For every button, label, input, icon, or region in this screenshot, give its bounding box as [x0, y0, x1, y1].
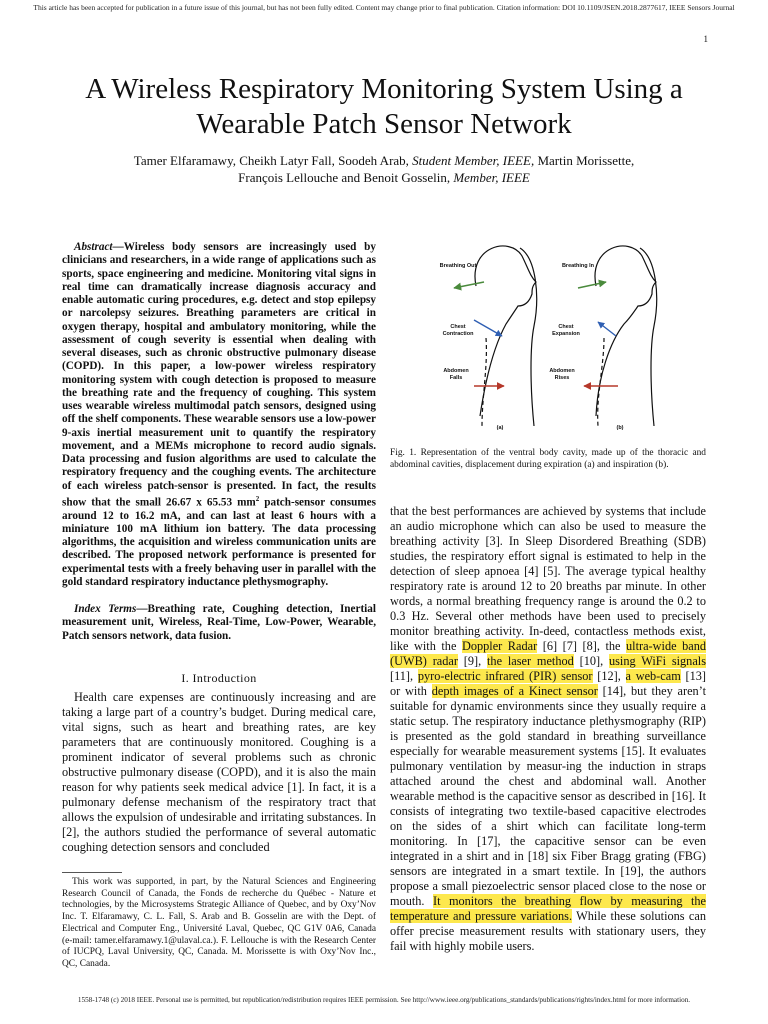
figure-1-diagram [390, 236, 706, 436]
label-chest-b-2: Expansion [552, 331, 580, 337]
intro-text: Health care expenses are continuously increasing and are taking a large part of a country’s budget. During medical care, vital signs, such as heart and breathing rates, are key parameters that are continuously monitored. Coughing is a prominent indicator of several problems such as chronic obstructive pulmonary disease (COPD), and it is also the main reason for why patients seek medical advice [1]. In fact, it is a pulmonary defense mechanism of the respiratory tract that allows the expulsion of undesirable and irritating substances. In [2], the authors studied the performance of several automatic coughing detection sensors and concluded [62, 690, 376, 854]
label-sub-a: (a) [496, 425, 504, 431]
label-chest-b-1: Chest [558, 324, 574, 330]
authors-role-2: Member, IEEE [453, 170, 530, 185]
label-chest-a-1: Chest [450, 324, 466, 330]
page-number: 1 [703, 34, 708, 44]
label-abdomen-b-1: Abdomen [549, 368, 575, 374]
label-breathing-out: Breathing Out [439, 263, 477, 269]
highlight-wifi: using WiFi signals [608, 654, 706, 668]
label-abdomen-a-1: Abdomen [443, 368, 469, 374]
right-column-text [390, 504, 706, 954]
silhouette-b-back [640, 248, 657, 426]
index-terms-text: —Breathing rate, Coughing detection, Inertial measurement unit, Wireless, Real-Time, Low-Power, Wearable, Patch sensors network, data fusion. [62, 603, 376, 642]
silhouette-a-back [520, 248, 537, 426]
rt-p4: [10], [573, 654, 609, 668]
highlight-webcam: a web-cam [625, 669, 681, 683]
label-sub-b: (b) [616, 425, 624, 431]
chest-contraction-arrow [474, 320, 502, 336]
footnote-rule [62, 872, 122, 873]
rt-p9: While these solutions can offer precise measurement results with stationary users, they fail with highly mobile users. [390, 909, 706, 953]
footnote: This work was supported, in part, by the Natural Sciences and Engineering Research Council of Canada, the Fonds de recherche du Québec - Nature et technologies, by the Microsystems Strategic Alliance of Quebec, and by Oxy’Nov Inc. T. Elfaramawy, C. L. Fall, S. Arab and B. Gosselin are with the Dept. of Electrical and Computer Eng., Université Laval, Quebec, QC G1V 0A6, Canada (e-mail: tamer.elfaramawy.1@ulaval.ca.). F. Lellouche is with the Research Center of IUCPQ, Laval University, QC, Canada. M. Morissette is with Oxy’Nov Inc., QC, Canada. [62, 877, 376, 969]
section-heading: I. Introduction [181, 671, 257, 685]
rt-p8: [14], but they aren’t suitable for dynamic environments since they usually require a static setup. The respiratory inductance plethysmography (RIP) is presented as the gold standard in breathing surveillance especially for wearable measurement systems [15]. It evaluates pulmonary ventilation by measur-ing the induction in straps attached around the chest and abdominal wall. Another wearable method is the capacitive sensor as described in [16]. It consists of integrating two textile-based capacitive electrodes on the sides of a shirt which can facilitate long-term monitoring. In [17], the capacitive sensor can be even integrated in a shirt and in [18] six Fiber Bragg grating (FBG) sensors are integrated in a smart textile. In [19], the authors propose a small piezoelectric sensor placed close to the nose or mouth. [390, 684, 706, 908]
abstract-text-2: patch-sensor consumes around 12 to 16.2 mA, and can last at least 6 hours with a miniature 100 mA lithium ion battery. The data processing algorithms, the acquisition and wireless communication units are described. The proposed network performance is presented for experimental tests with a freely behaving user in parallel with the gold standard respiratory inductance plethysmography. [62, 496, 376, 588]
index-terms [62, 603, 376, 643]
authors-line-1: Tamer Elfaramawy, Cheikh Latyr Fall, Soodeh Arab, [133, 153, 409, 168]
rt-p7: [13] or with [390, 669, 706, 698]
journal-notice: This article has been accepted for publication in a future issue of this journal, but has not been fully edited. Content may change prior to final publication. Citation information: DOI 10.1109/JSEN.2018.2877617, IEEE Sensors Journal [33, 3, 735, 12]
abstract-text: —Wireless body sensors are increasingly used by clinicians and researchers, in a wide range of applications such as sports, space engineering and medicine. Monitoring vital signs in real time can dramatically increase diagnosis accuracy and enable automatic curing procedures, e.g. detect and stop epilepsy or narcolepsy seizures. Breathing parameters are critical in oxygen therapy, hospital and ambulatory monitoring, while the assessment of cough severity is essential when dealing with several diseases, such as chronic obstructive pulmonary disease (COPD). In this paper, a low-power wireless respiratory monitoring system with cough detection is proposed to measure the breathing rate and the frequency of coughing. This system uses wearable wireless multimodal patch sensors, designed using off the shelf components. These wearable sensors use a low-power 9-axis inertial measurement unit to quantify the respiratory movement, and a MEMs microphone to record audio signals. Data processing and fusion algorithms are used to calculate the respiratory frequency and the coughing events. The architecture of each wireless patch-sensor is presented. In fact, the results show that the small 26.67 x 65.53 mm [62, 241, 376, 509]
rt-p2: [6] [7] [8], the [537, 639, 627, 653]
breath-out-arrow [454, 282, 484, 288]
silhouette-b-front [595, 246, 656, 416]
rt-p1: that the best performances are achieved by systems that include an audio microphone which can also be used to measure the breathing activity [3]. In Sleep Disordered Breathing (SDB) studies, the respiratory effort signal is estimated to help in the detection of sleep apnoea [4] [5]. The average typical healthy respiratory rate is around 12 to 20 breaths par minute. In other words, a normal breathing frequency range is around the 0.2 to 0.3 Hz. Several other methods have been used to precisely monitor breathing activity. In-deed, contactless methods exist, like with the [390, 504, 706, 653]
authors-role-1: Student Member, IEEE, [412, 153, 535, 168]
abstract-label: Abstract [74, 241, 113, 253]
breath-in-arrow [578, 282, 606, 288]
paper-title: A Wireless Respiratory Monitoring System Using a Wearable Patch Sensor Network [85, 73, 683, 140]
index-terms-label: Index Terms [74, 603, 137, 615]
abstract [62, 241, 376, 589]
authors-line-2: François Lellouche and Benoit Gosselin, [238, 170, 451, 185]
rt-p6: [12], [592, 669, 626, 683]
highlight-doppler: Doppler Radar [461, 639, 538, 653]
intro-paragraph [62, 690, 376, 855]
rt-p5: [11], [390, 669, 418, 683]
figure-caption: Fig. 1. Representation of the ventral body cavity, made up of the thoracic and abdominal cavities, displacement during expiration (a) and inspiration (b). [390, 448, 706, 470]
highlight-uwb: ultra-wide band (UWB) radar [390, 639, 706, 668]
highlight-breathing-flow: It monitors the breathing flow by measuring the temperature and pressure variations. [390, 894, 706, 923]
abstract-superscript: 2 [255, 494, 260, 503]
label-abdomen-a-2: Falls [449, 375, 463, 381]
authors-line-1b: Martin Morissette, [537, 153, 635, 168]
author-list [60, 152, 708, 186]
highlight-laser: the laser method [487, 654, 574, 668]
label-abdomen-b-2: Rises [554, 375, 570, 381]
label-breathing-in: Breathing In [561, 263, 595, 269]
highlight-kinect: depth images of a Kinect sensor [431, 684, 598, 698]
chest-expansion-arrow [598, 322, 616, 336]
copyright-footer: 1558-1748 (c) 2018 IEEE. Personal use is permitted, but republication/redistribution requires IEEE permission. See http://www.ieee.org/publications_standards/publications/rights/index.html for more information. [77, 996, 691, 1004]
highlight-pir: pyro-electric infrared (PIR) sensor [417, 669, 593, 683]
rt-p3: [9], [457, 654, 488, 668]
label-chest-a-2: Contraction [442, 331, 474, 337]
